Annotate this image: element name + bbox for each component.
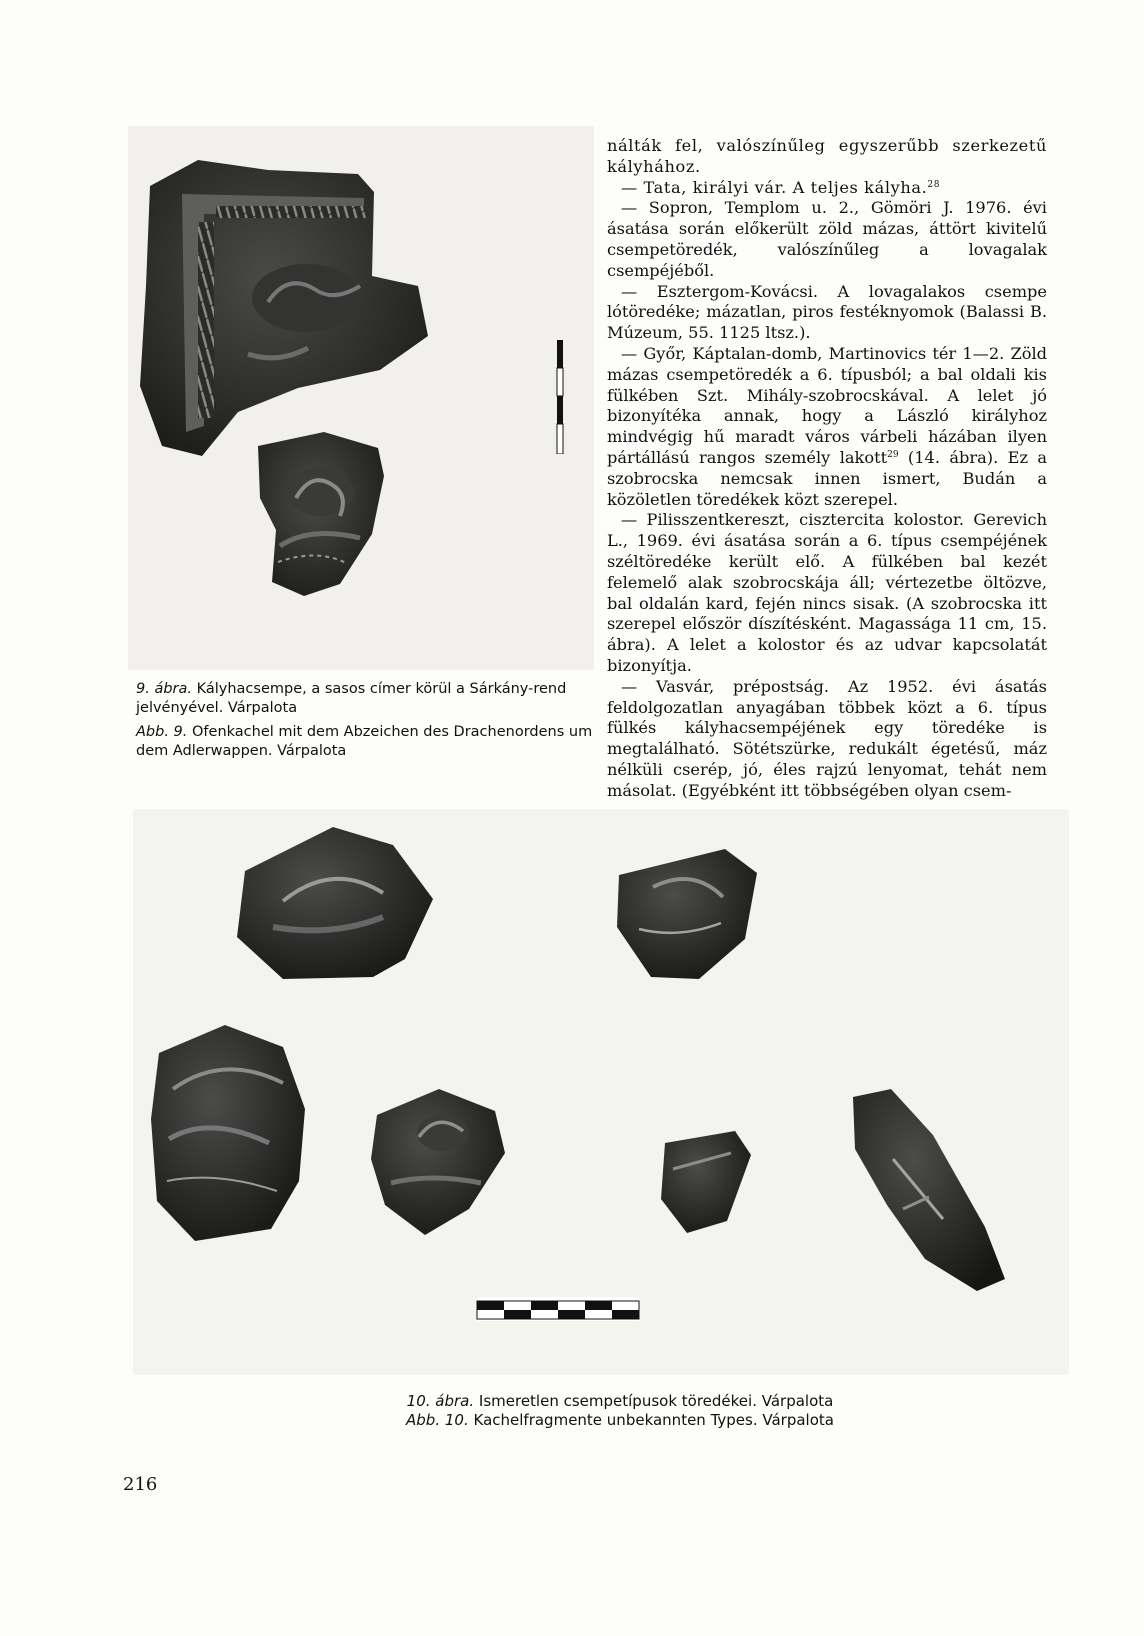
paragraph-6: — Pilisszentkereszt, cisztercita kolostor. Gerevich L., 1969. évi ásatása során a 6. típus csempéjének széltöredéke került elő. A fülkében bal kezét felemelő alak szobrocskája áll; vértezetbe öltözve, bal oldalán kard, fején nincs sisak. (A szobrocska itt szerepel először díszítésként. Magassága 11 cm, 15. ábra). A lelet a kolostor és az udvar kapcsolatát bizonyítja. <box>607 510 1047 675</box>
figure-10-photo <box>133 809 1069 1375</box>
figure-9-photo <box>128 126 594 670</box>
figure-10-caption <box>350 1392 890 1430</box>
paragraph-7: — Vasvár, prépostság. Az 1952. évi ásatás feldolgozatlan anyagában többek közt a 6. típus fülkés kályhacsempéjének egy töredéke is megtalálható. Sötétszürke, redukált égetésű, máz nélküli cserép, jó, éles rajzú lenyomat, tehát nem másolat. (Egyébként itt többségében olyan csem- <box>607 676 1047 800</box>
paragraph-2-text: — Tata, királyi vár. A teljes kályha. <box>621 177 928 197</box>
paragraph-5-text-a: — Győr, Káptalan-domb, Martinovics tér 1—2. Zöld mázas csempetöredék a 6. típusból; a bal oldali kis fülkében Szt. Mihály-szobrocskával. A lelet jó bizonyítéka annak, hogy a László királyhoz mindvégig hű maradt város várbeli házában ilyen pártállású rangos személy lakott <box>607 343 1047 467</box>
caption-text-de: Kachelfragmente unbekannten Types. Várpalota <box>473 1411 834 1429</box>
caption-text-hu: Kályhacsempe, a sasos címer körül a Sárkány-rend jelvényével. Várpalota <box>136 681 567 716</box>
caption-label-de: Abb. 10. <box>406 1411 469 1429</box>
figure-9-caption <box>136 680 596 766</box>
footnote-ref-29: 29 <box>887 449 899 460</box>
paragraph-5 <box>607 344 1047 510</box>
paragraph-1: nálták fel, valószínűleg egyszerűbb szerkezetű kályhához. <box>607 136 1047 176</box>
caption-text-hu: Ismeretlen csempetípusok töredékei. Várpalota <box>478 1392 834 1410</box>
paragraph-4: — Esztergom-Kovácsi. A lovagalakos csempe lótöredéke; mázatlan, piros festéknyomok (Balassi B. Múzeum, 55. 1125 ltsz.). <box>607 281 1047 343</box>
scale-bar <box>554 340 566 454</box>
caption-label-hu: 10. ábra. <box>406 1392 475 1410</box>
caption-text-de: Ofenkachel mit dem Abzeichen des Drachenordens um dem Adlerwappen. Várpalota <box>136 724 593 759</box>
caption-label-hu: 9. ábra. <box>136 681 192 697</box>
paragraph-2 <box>607 178 1047 199</box>
paragraph-5-text-b: (14. ábra). Ez a szobrocska nemcsak innen ismert, Budán a közöletlen töredékek közt szerepel. <box>607 447 1048 509</box>
body-text-column <box>607 136 1047 802</box>
page-number: 216 <box>123 1474 158 1495</box>
caption-label-de: Abb. 9. <box>136 724 188 740</box>
paragraph-3: — Sopron, Templom u. 2., Gömöri J. 1976. évi ásatása során előkerült zöld mázas, áttört kivitelű csempetöredék, valószínűleg a lovagalak csempéjéből. <box>607 198 1047 280</box>
footnote-ref-28: 28 <box>927 179 941 190</box>
